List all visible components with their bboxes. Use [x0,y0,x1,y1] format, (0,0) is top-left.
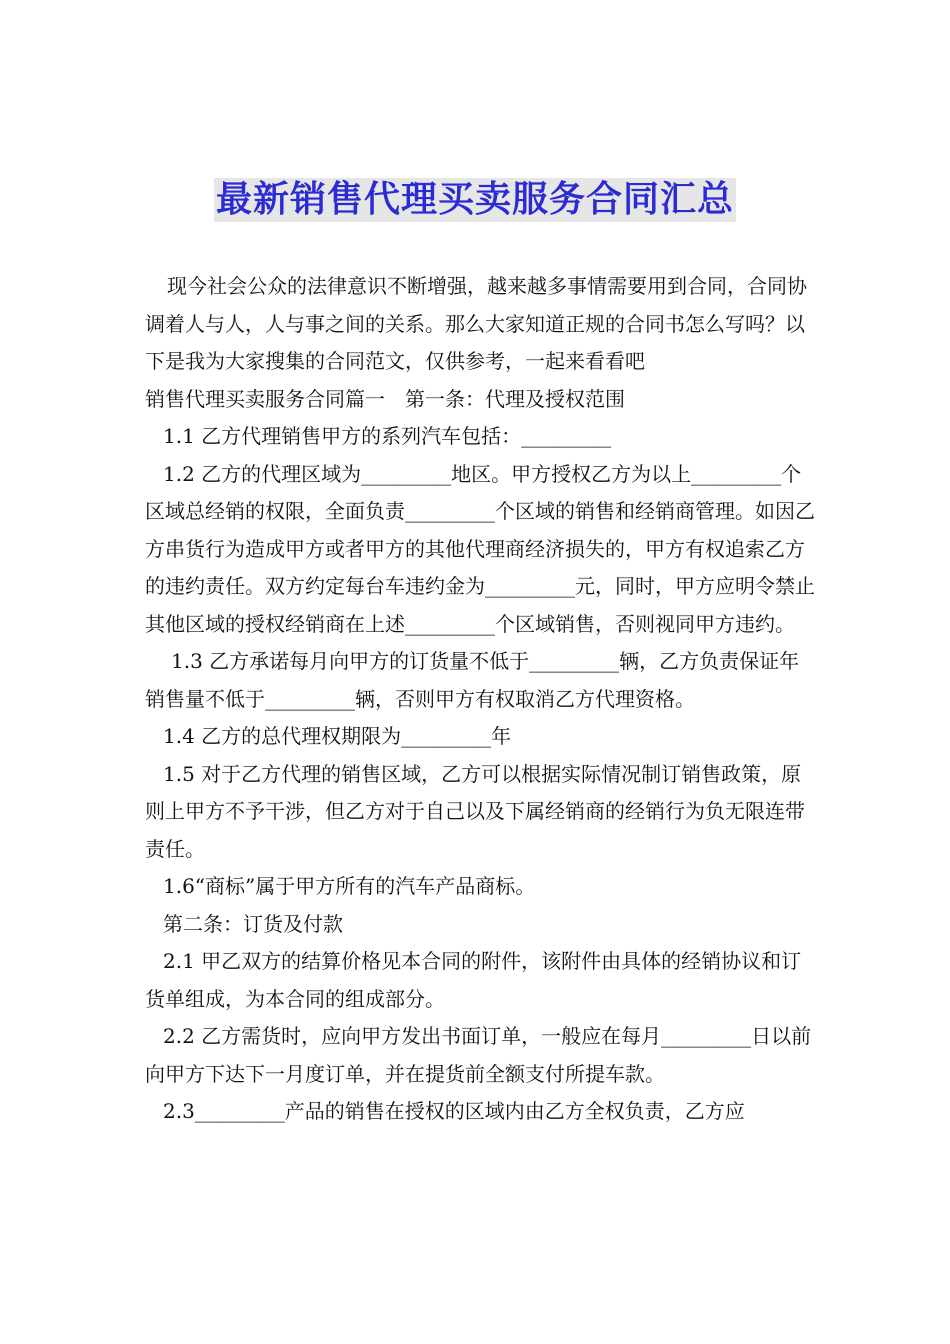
title-wrap [0,178,950,222]
clause-1-1: 1.1 乙方代理销售甲方的系列汽车包括：_________ [163,424,612,448]
paragraph-intro: 现今社会公众的法律意识不断增强，越来越多事情需要用到合同，合同协调着人与人，人与事之间的关系。那么大家知道正规的合同书怎么写吗？以下是我为大家搜集的合同范文，仅供参考，一起来看看吧 [145,274,807,373]
section-heading-1: 销售代理买卖服务合同篇一 第一条：代理及授权范围 [145,386,625,411]
document-title: 最新销售代理买卖服务合同汇总 [215,179,734,220]
clause-2-2: 2.2 乙方需货时，应向甲方发出书面订单，一般应在每月_________日以前向甲方下达下一月度订单，并在提货前全额支付所提车款。 [145,1024,812,1086]
clause-1-5: 1.5 对于乙方代理的销售区域，乙方可以根据实际情况制订销售政策，原则上甲方不予干涉，但乙方对于自己以及下属经销商的经销行为负无限连带责任。 [145,761,805,861]
clause-2-1: 2.1 甲乙双方的结算价格见本合同的附件，该附件由具体的经销协议和订货单组成，为本合同的组成部分。 [145,949,802,1011]
clause-1-6: 1.6“商标”属于甲方所有的汽车产品商标。 [163,874,536,898]
document-body [145,268,815,1131]
section-heading-2: 第二条：订货及付款 [163,911,343,936]
clause-2-3: 2.3_________产品的销售在授权的区域内由乙方全权负责，乙方应 [163,1099,745,1123]
clause-1-3: 1.3 乙方承诺每月向甲方的订货量不低于_________辆，乙方负责保证年销售量不低于_________辆，否则甲方有权取消乙方代理资格。 [145,649,800,711]
clause-1-4: 1.4 乙方的总代理权期限为_________年 [163,724,512,748]
clause-1-2: 1.2 乙方的代理区域为_________地区。甲方授权乙方为以上_________个区域总经销的权限，全面负责_________个区域的销售和经销商管理。如因乙方串货行为造成甲方或者甲方的其他代理商经济损失的，甲方有权追索乙方的违约责任。双方约定每台车违约金为_________元，同时，甲方应明令禁止其他区域的授权经销商在上述_________个区域销售，否则视同甲方违约。 [145,461,815,636]
